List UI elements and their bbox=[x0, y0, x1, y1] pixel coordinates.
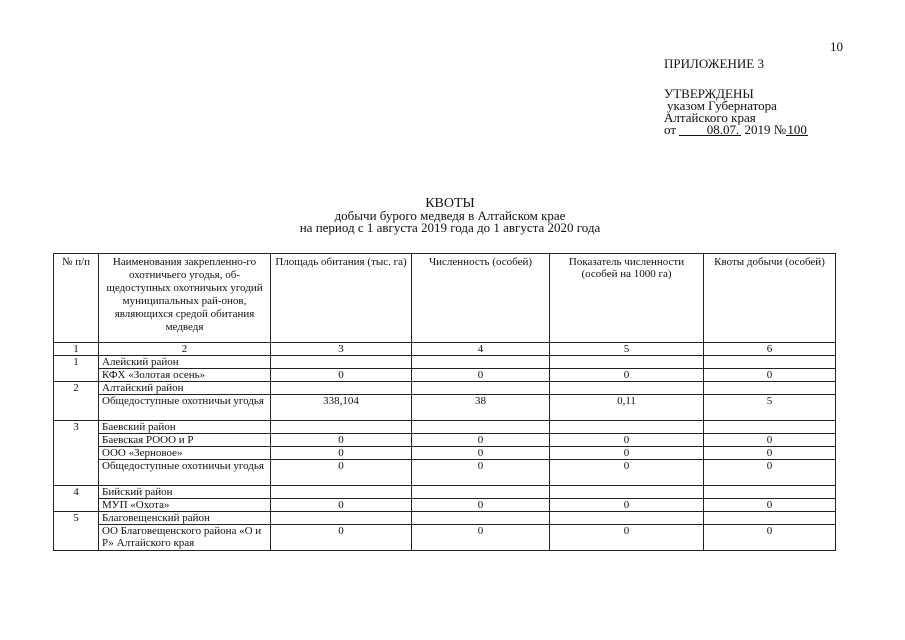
district-row bbox=[54, 382, 836, 395]
approval-line-1: УТВЕРЖДЕНЫ bbox=[664, 86, 754, 101]
quota-value: 0 bbox=[704, 447, 836, 460]
ground-name: Баевская РООО и Р bbox=[99, 434, 271, 447]
column-number: 5 bbox=[550, 343, 704, 356]
density-value: 0 bbox=[550, 369, 704, 382]
title-line-1: КВОТЫ bbox=[425, 196, 475, 211]
group-index: 2 bbox=[54, 382, 99, 421]
area-value: 338,104 bbox=[271, 395, 412, 421]
approval-date-line bbox=[664, 124, 808, 136]
area-value: 0 bbox=[271, 369, 412, 382]
quota-value: 0 bbox=[704, 525, 836, 551]
approval-line-3: Алтайского края bbox=[664, 110, 756, 125]
table-row bbox=[54, 525, 836, 551]
count-value: 0 bbox=[412, 434, 550, 447]
table-row bbox=[54, 447, 836, 460]
table-row bbox=[54, 369, 836, 382]
group-index: 5 bbox=[54, 512, 99, 551]
area-value: 0 bbox=[271, 434, 412, 447]
table-row bbox=[54, 434, 836, 447]
table-header bbox=[54, 254, 836, 356]
quota-value: 5 bbox=[704, 395, 836, 421]
area-value: 0 bbox=[271, 460, 412, 486]
quota-value: 0 bbox=[704, 460, 836, 486]
title-line-2: добычи бурого медведя в Алтайском крае bbox=[334, 208, 566, 223]
density-value: 0 bbox=[550, 460, 704, 486]
column-number: 2 bbox=[99, 343, 271, 356]
table-body bbox=[54, 356, 836, 551]
ground-name: МУП «Охота» bbox=[99, 499, 271, 512]
count-value: 38 bbox=[412, 395, 550, 421]
group-index: 1 bbox=[54, 356, 99, 382]
density-value: 0 bbox=[550, 499, 704, 512]
quota-value: 0 bbox=[704, 434, 836, 447]
district-name: Бийский район bbox=[99, 486, 271, 499]
district-row bbox=[54, 486, 836, 499]
table-row bbox=[54, 460, 836, 486]
district-name: Благовещенский район bbox=[99, 512, 271, 525]
header-quota: Квоты добычи (особей) bbox=[704, 254, 836, 343]
table-row bbox=[54, 395, 836, 421]
column-number: 6 bbox=[704, 343, 836, 356]
district-name: Алтайский район bbox=[99, 382, 271, 395]
district-row bbox=[54, 512, 836, 525]
density-value: 0 bbox=[550, 434, 704, 447]
district-row bbox=[54, 356, 836, 369]
approval-year: 2019 bbox=[744, 122, 771, 137]
quota-value: 0 bbox=[704, 369, 836, 382]
count-value: 0 bbox=[412, 460, 550, 486]
header-density: Показатель численности (особей на 1000 га) bbox=[550, 254, 704, 343]
area-value: 0 bbox=[271, 525, 412, 551]
quota-table bbox=[53, 253, 836, 551]
header-area: Площадь обитания (тыс. га) bbox=[271, 254, 412, 343]
approval-date: 08.07. bbox=[679, 124, 741, 136]
district-name: Баевский район bbox=[99, 421, 271, 434]
ground-name: Общедоступные охотничьи угодья bbox=[99, 395, 271, 421]
column-number: 4 bbox=[412, 343, 550, 356]
column-numbers-row bbox=[54, 343, 836, 356]
density-value: 0 bbox=[550, 447, 704, 460]
header-index: № п/п bbox=[54, 254, 99, 343]
area-value: 0 bbox=[271, 499, 412, 512]
group-index: 3 bbox=[54, 421, 99, 486]
district-name: Алейский район bbox=[99, 356, 271, 369]
document-title bbox=[240, 198, 660, 234]
count-value: 0 bbox=[412, 499, 550, 512]
appendix-label: ПРИЛОЖЕНИЕ 3 bbox=[664, 56, 764, 71]
group-index: 4 bbox=[54, 486, 99, 512]
approval-no-sign: № bbox=[773, 122, 787, 137]
count-value: 0 bbox=[412, 369, 550, 382]
approval-number: 100 bbox=[787, 122, 807, 137]
header-count: Численность (особей) bbox=[412, 254, 550, 343]
district-row bbox=[54, 421, 836, 434]
table-row bbox=[54, 499, 836, 512]
header-name: Наименования закрепленно-го охотничьего угодья, об-щедоступных охотничьих угодий муниципальных рай-онов, являющихся средой обитания медведя bbox=[99, 254, 271, 343]
density-value: 0,11 bbox=[550, 395, 704, 421]
column-number: 1 bbox=[54, 343, 99, 356]
approval-line-2: указом Губернатора bbox=[667, 98, 777, 113]
ground-name: КФХ «Золотая осень» bbox=[99, 369, 271, 382]
title-line-3: на период с 1 августа 2019 года до 1 августа 2020 года bbox=[299, 220, 601, 235]
ground-name: Общедоступные охотничьи угодья bbox=[99, 460, 271, 486]
page-number: 10 bbox=[830, 39, 843, 54]
count-value: 0 bbox=[412, 525, 550, 551]
approval-prefix: от bbox=[664, 122, 677, 137]
count-value: 0 bbox=[412, 447, 550, 460]
approval-block bbox=[664, 88, 808, 136]
quota-value: 0 bbox=[704, 499, 836, 512]
ground-name: ООО «Зерновое» bbox=[99, 447, 271, 460]
column-number: 3 bbox=[271, 343, 412, 356]
area-value: 0 bbox=[271, 447, 412, 460]
density-value: 0 bbox=[550, 525, 704, 551]
ground-name: ОО Благовещенского района «О и Р» Алтайского края bbox=[99, 525, 271, 551]
